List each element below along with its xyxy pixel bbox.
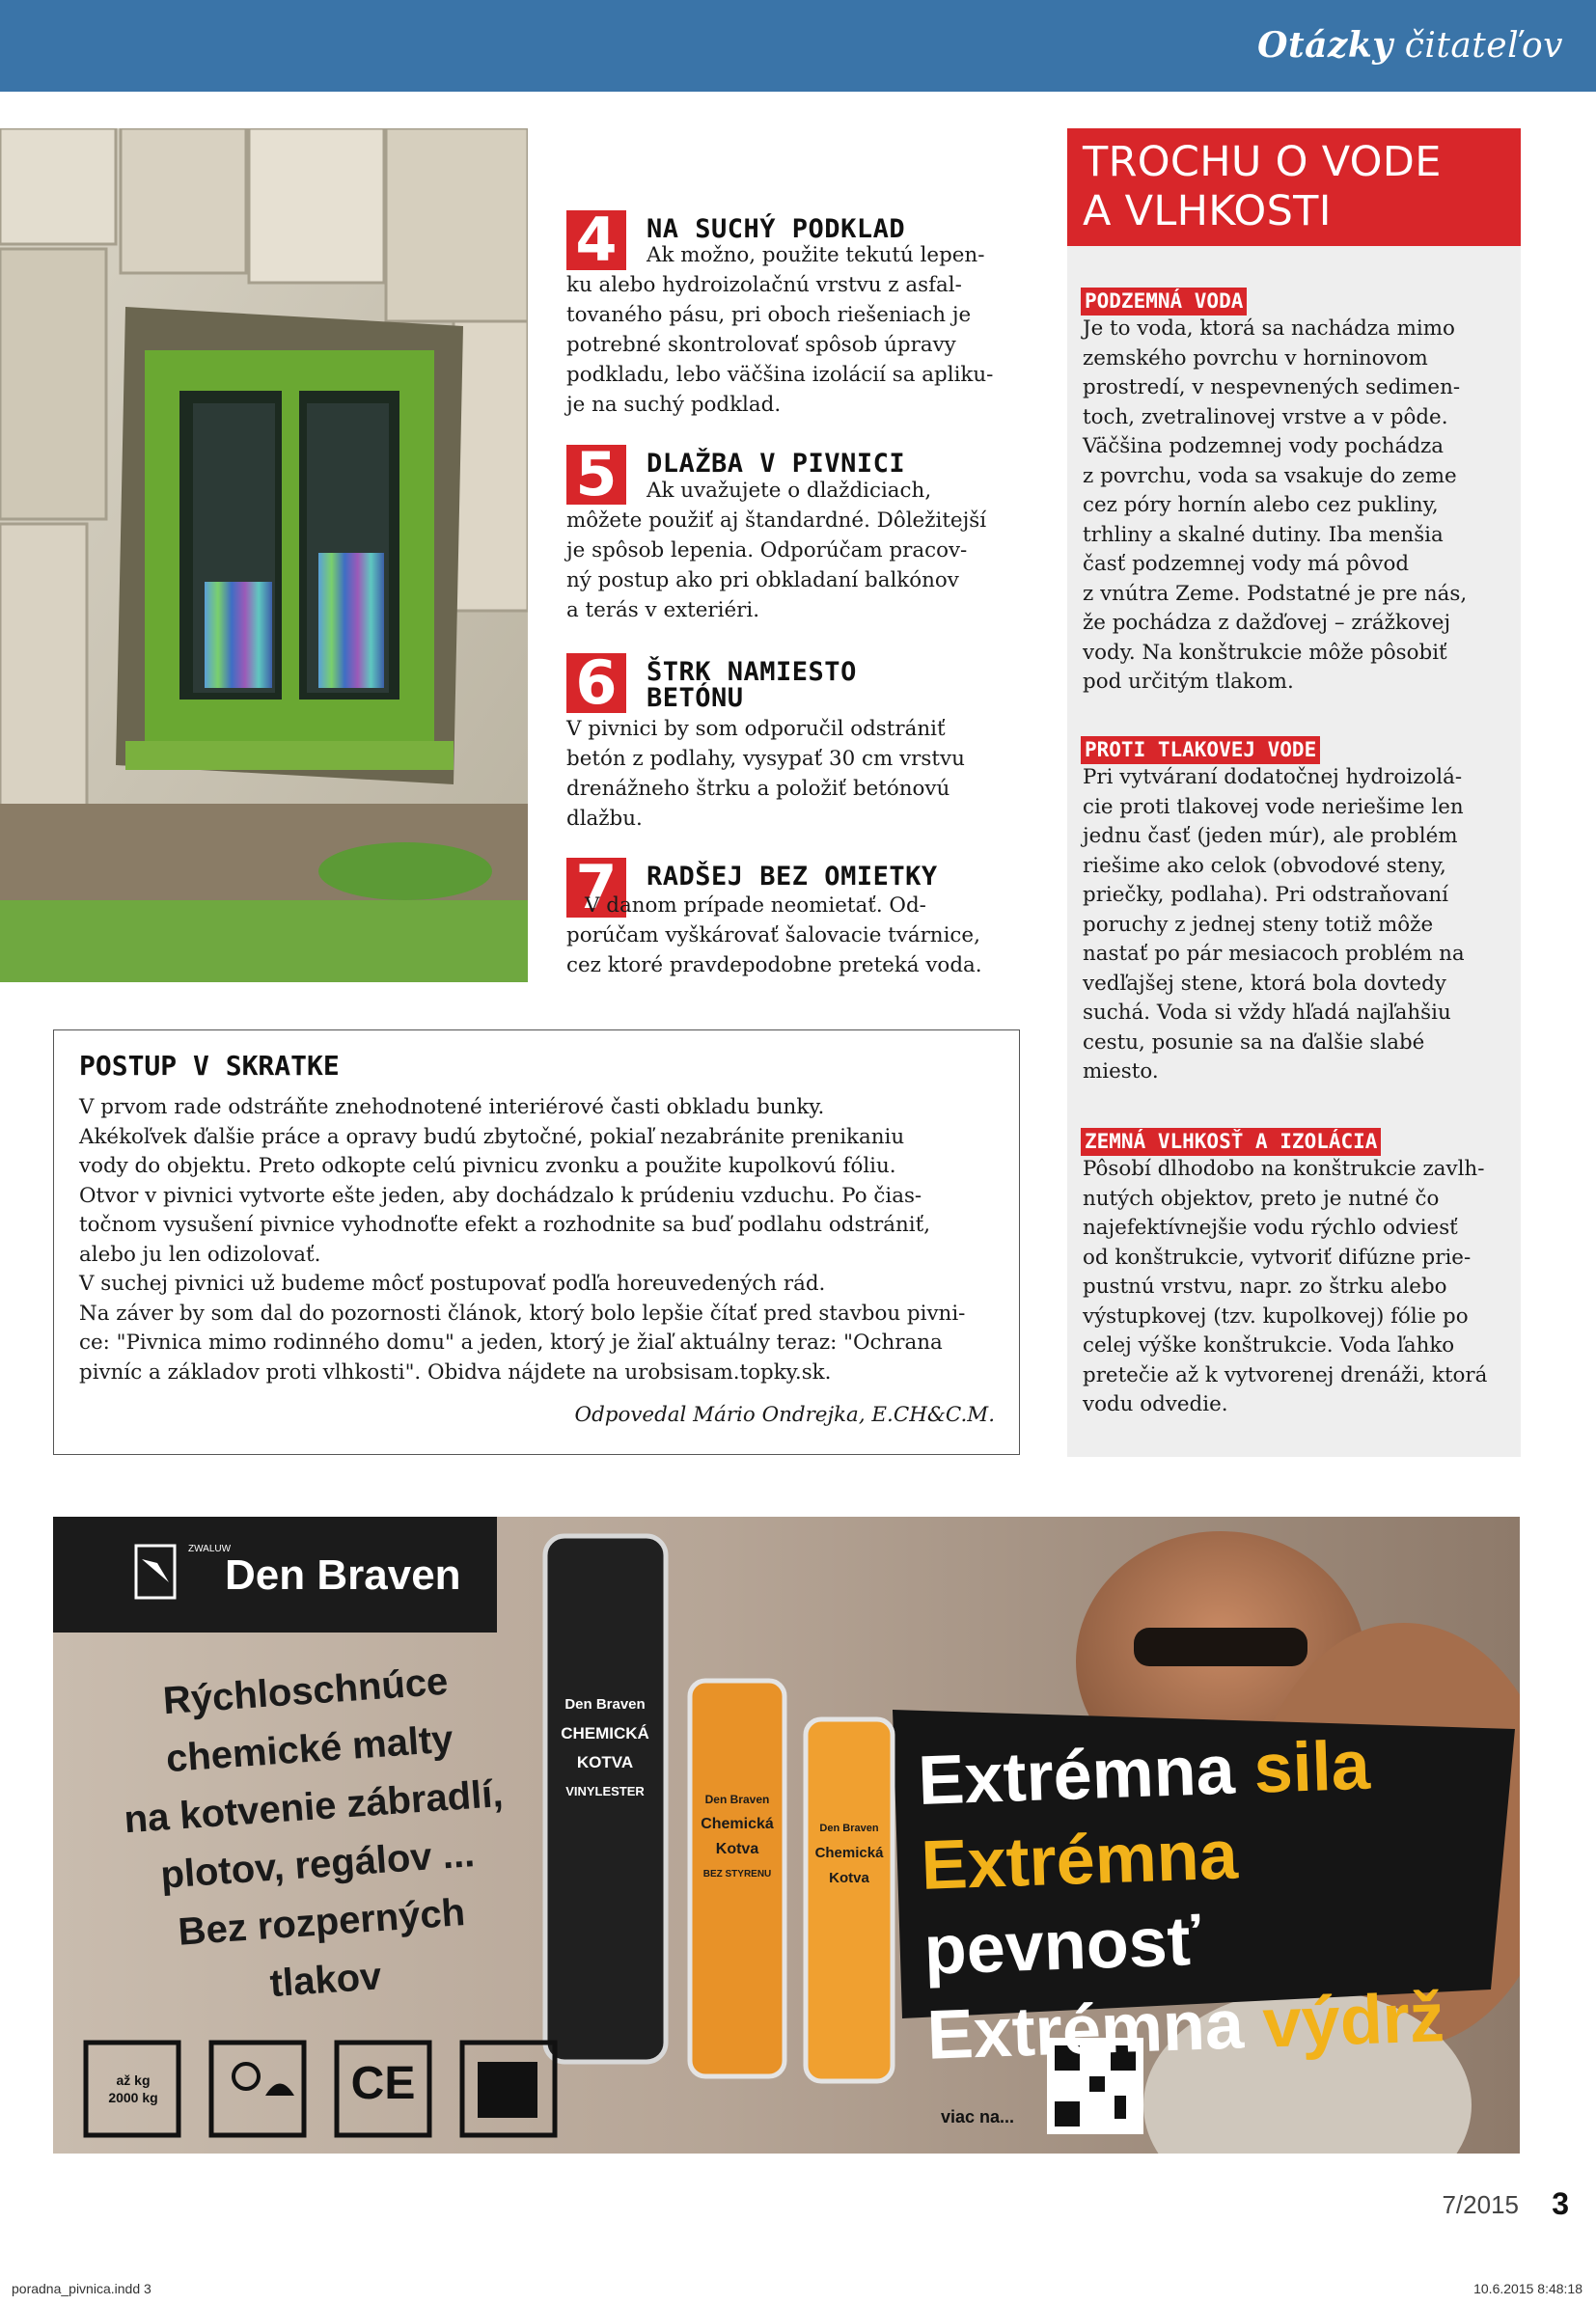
tip-line: tovaného pásu, pri oboch riešeniach je: [566, 303, 972, 327]
sidebar-section-body: Pri vytváraní dodatočnej hydroizolá- cie proti tlakovej vode neriešime len jednu časť (jeden múr), ale problém riešime ako celok (obvodové steny, priečky, podlaha). Pri odstraňovaní poruchy z jednej steny totiž môže nastať po pár mesiacoch problém na vedľajšej stene, ktorá bola dovtedy suchá. Voda si vždy hľadá najľahšiu cestu, posunie sa na ďalšie slabé miesto.: [1083, 765, 1465, 1084]
tip-line: podkladu, lebo väčšina izolácií sa apliku-: [566, 363, 994, 387]
sidebar-section-body: Je to voda, ktorá sa nachádza mimo zemského povrchu v horninovom prostredí, v nespevnených sedimen- toch, zvetralinovej vrstve a v pôde. Väčšina podzemnej vody pochádza z povrchu, voda sa vsakuje do zeme cez póry hornín alebo cez pukliny, trhliny a skalné dutiny. Iba menšia časť podzemnej vody má pôvod z vnútra Zeme. Podstatné je pre nás, že pochádza z dažďovej – zrážkovej vody. Na konštrukcie môže pôsobiť pod určitým tlakom.: [1083, 316, 1468, 694]
sidebar-section-label: PROTI TLAKOVEJ VODE: [1081, 736, 1320, 764]
summary-line: pivníc a základov proti vlhkosti". Obidva nájdete na urobsisam.topky.sk.: [79, 1359, 832, 1385]
cartridge-label-2: Den Braven Chemická Kotva BEZ STYRENU: [701, 1793, 774, 1880]
tip-line: V danom prípade neomietať. Od-: [585, 893, 926, 918]
tip-number-badge: 7: [566, 858, 626, 918]
tip-line: betón z podlahy, vysypať 30 cm vrstvu: [566, 747, 965, 771]
tip-line: porúčam vyškárovať šalovacie tvárnice,: [566, 923, 980, 947]
sidebar-heading: TROCHU O VODE A VLHKOSTI: [1083, 138, 1442, 235]
ad-more-link[interactable]: viac na...: [941, 2107, 1015, 2127]
weight-icon: až kg 2000 kg: [108, 2072, 158, 2105]
tip-line: drenážneho štrku a položiť betónovú: [566, 777, 950, 801]
sidebar-section-label: PODZEMNÁ VODA: [1081, 288, 1247, 316]
summary-line: V prvom rade odstráňte znehodnotené interiérové časti obkladu bunky.: [79, 1095, 825, 1119]
tip-heading-line2: BETÓNU: [647, 683, 744, 713]
print-slug-file: poradna_pivnica.indd 3: [12, 2281, 151, 2296]
tip-heading: DLAŽBA V PIVNICI: [647, 449, 906, 479]
ce-mark-icon: CE: [350, 2058, 416, 2109]
summary-line: Otvor v pivnici vytvorte ešte jeden, aby dochádzalo k prúdeniu vzduchu. Po čias-: [79, 1183, 922, 1208]
tip-number-badge: 5: [566, 445, 626, 505]
tip-number-badge: 6: [566, 653, 626, 713]
tip-line: dlažbu.: [566, 807, 643, 831]
summary-title: POSTUP V SKRATKE: [79, 1050, 340, 1082]
sidebar-heading-bar: [1067, 128, 1521, 246]
tip-line: Ak uvažujete o dlaždiciach,: [647, 479, 932, 503]
window-photo-image: [0, 128, 528, 982]
tip-line: a terás v exteriéri.: [566, 598, 760, 622]
tip-line: môžete použiť aj štandardné. Dôležitejší: [566, 508, 987, 533]
den-braven-advertisement[interactable]: [53, 1517, 1520, 2154]
page-number: 3: [1552, 2186, 1569, 2221]
issue-number: 7/2015: [1442, 2190, 1519, 2219]
headline-line-3: Extrémna výdrž: [925, 1979, 1446, 2074]
tip-heading: ŠTRK NAMIESTO: [647, 657, 857, 687]
summary-line: Akékoľvek ďalšie práce a opravy budú zbytočné, pokiaľ nezabránite prenikaniu: [79, 1124, 905, 1149]
summary-line: V suchej pivnici už budeme môcť postupovať podľa horeuvedených rád.: [79, 1272, 826, 1296]
summary-box: [53, 1029, 1020, 1455]
cartridge-label-3: Den Braven Chemická Kotva: [814, 1823, 884, 1886]
summary-line: točnom vysušení pivnice vyhodnoťte efekt a rozhodnite sa buď podlahu odstrániť,: [79, 1213, 931, 1237]
tip-line: V pivnici by som odporučil odstrániť: [566, 717, 946, 741]
tip-line: cez ktoré pravdepodobne preteká voda.: [566, 953, 982, 977]
sidebar-section-body: Pôsobí dlhodobo na konštrukcie zavlh- nutých objektov, preto je nutné čo najefektívnejšie vodu rýchlo odviesť od konštrukcie, vytvoriť difúzne prie- pustnú vrstvu, napr. zo štrku alebo výstupkovej (tzv. kupolkovej) fólie po celej výške konštrukcie. Voda ľahko pretečie až k vytvorenej drenáži, ktorá vodu odvedie.: [1083, 1157, 1488, 1416]
tip-line: je spôsob lepenia. Odporúčam pracov-: [566, 538, 968, 563]
headline-line-1: Extrémna sila: [917, 1726, 1371, 1820]
brand-name: Den Braven: [225, 1551, 461, 1599]
sidebar-section-label: ZEMNÁ VLHKOSŤ A IZOLÁCIA: [1081, 1128, 1381, 1156]
sidebar-panel: [1067, 128, 1521, 1457]
ad-tagline: Rýchloschnúce chemické malty na kotvenie zábradlí, plotov, regálov ... Bez rozperných tlakov: [123, 1660, 505, 2006]
tip-line: potrebné skontrolovať spôsob úpravy: [566, 333, 956, 357]
ad-headline: [917, 1717, 1520, 2078]
cartridge-label-1: Den Braven CHEMICKÁ KOTVA VINYLESTER: [561, 1696, 649, 1798]
tip-line: ku alebo hydroizolačnú vrstvu z asfal-: [566, 273, 962, 297]
brand-sub: ZWALUW: [188, 1544, 232, 1554]
summary-line: Na záver by som dal do pozornosti článok, ktorý bolo lepšie čítať pred stavbou pivni-: [79, 1301, 966, 1326]
section-title: Otázky čitateľov: [1257, 25, 1563, 66]
print-slug-timestamp: 10.6.2015 8:48:18: [1473, 2281, 1582, 2296]
summary-body: [79, 1093, 1005, 1387]
tip-number-badge: 4: [566, 210, 626, 270]
author-signature: Odpovedal Mário Ondrejka, E.CH&C.M.: [574, 1403, 995, 1427]
tip-heading: NA SUCHÝ PODKLAD: [647, 214, 906, 244]
summary-line: ce: "Pivnica mimo rodinného domu" a jeden, ktorý je žiaľ aktuálny teraz: "Ochrana: [79, 1331, 943, 1355]
summary-line: alebo ju len odizolovať.: [79, 1242, 321, 1267]
window-photo: [0, 128, 528, 982]
summary-line: vody do objektu. Preto odkopte celú pivnicu zvonku a použite kupolkovú fóliu.: [79, 1154, 896, 1178]
tip-line: je na suchý podklad.: [566, 393, 782, 417]
tip-line: Ak možno, použite tekutú lepen-: [647, 243, 985, 267]
tip-heading: RADŠEJ BEZ OMIETKY: [647, 862, 938, 892]
tip-line: ný postup ako pri obkladaní balkónov: [566, 568, 959, 592]
headline-line-2: Extrémna pevnosť: [920, 1816, 1239, 1989]
